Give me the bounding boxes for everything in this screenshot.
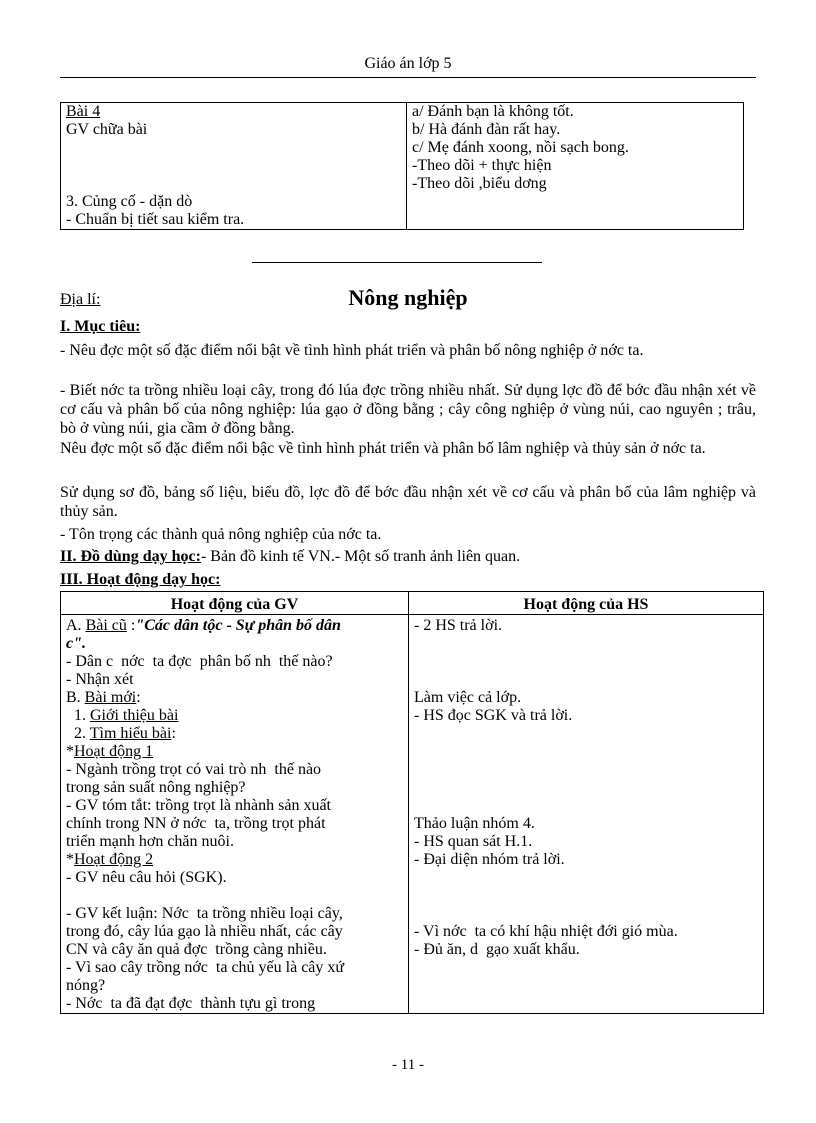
review-left-line (66, 157, 401, 175)
gv-text: Bài cũ (85, 617, 127, 634)
hs-line (414, 797, 758, 815)
gv-text: 2. (66, 725, 90, 742)
subject-label: Địa lí: (60, 291, 101, 308)
gv-text: Bài mới (84, 689, 137, 706)
gv-line (66, 869, 403, 887)
review-left-line (66, 139, 401, 157)
gv-text: - GV kết luận: Nớc ta trồng nhiều loại cây, (66, 905, 343, 922)
review-left-line (66, 175, 401, 193)
gv-text: - Dân c nớc ta đợc phân bố nh thế nào? (66, 653, 333, 670)
objective-1: - Nêu đợc một số đặc điểm nổi bật về tình hình phát triển và phân bố nông nghiệp ở nớc ta. (60, 342, 644, 359)
hs-line (414, 635, 758, 653)
review-right-line: a/ Đánh bạn là không tốt. (412, 103, 574, 120)
hs-line: - Đủ ăn, d gạo xuất khẩu. (414, 941, 580, 958)
gv-line (66, 995, 403, 1013)
objective-3: Nêu đợc một số đặc điểm nổi bậc về tình hình phát triển và phân bố lâm nghiệp và thủy sản ở nớc ta. (60, 440, 706, 457)
hs-line (414, 905, 758, 923)
hs-line: Làm việc cả lớp. (414, 689, 522, 706)
gv-line (66, 743, 403, 761)
hs-line: - Đại diện nhóm trả lời. (414, 851, 565, 868)
review-table-left-cell (61, 103, 407, 230)
hs-line (414, 761, 758, 779)
gv-line (66, 617, 403, 635)
gv-line (66, 653, 403, 671)
gv-text: Hoạt động 2 (74, 851, 154, 868)
materials-text: - Bản đồ kinh tế VN.- Một số tranh ảnh liên quan. (200, 548, 521, 565)
gv-text: CN và cây ăn quả đợc trồng càng nhiều. (66, 941, 327, 958)
gv-text: - GV tóm tắt: trồng trọt là nhành sản xuất (66, 797, 331, 814)
gv-text: - Ngành trồng trọt có vai trò nh thế nào (66, 761, 322, 778)
objective-2: - Biết nớc ta trồng nhiều loại cây, trong đó lúa đợc trồng nhiều nhất. Sử dụng lợc đồ để bớc đầu nhận xét về cơ cấu và phân bố của nông nghiệp: lúa gạo ở đồng bằng ; cây công nghiệp ở vùng núi, cao nguyên ; trâu, bò ở vùng núi, gia cầm ở đồng bằng. (60, 382, 756, 437)
gv-line (66, 779, 403, 797)
gv-line (66, 689, 403, 707)
activities-table (60, 591, 764, 1014)
gv-line (66, 977, 403, 995)
hs-line (414, 671, 758, 689)
hs-line (414, 779, 758, 797)
lesson-title: Nông nghiệp (348, 285, 468, 310)
page-header: Giáo án lớp 5 (364, 55, 452, 72)
activities-heading-text: III. Hoạt động dạy học: (60, 571, 221, 588)
review-left-line: - Chuẩn bị tiết sau kiểm tra. (66, 211, 245, 228)
review-left-line: GV chữa bài (66, 121, 148, 138)
review-table (60, 102, 744, 230)
gv-text: Hoạt động 1 (74, 743, 154, 760)
gv-text: : (171, 725, 176, 742)
activities-heading (60, 571, 220, 589)
gv-line (66, 923, 403, 941)
objectives-heading (60, 318, 140, 336)
gv-line (66, 797, 403, 815)
hs-line (414, 743, 758, 761)
review-right-line: c/ Mẹ đánh xoong, nồi sạch bong. (412, 139, 629, 156)
materials-heading: II. Đồ dùng dạy học: (60, 548, 201, 565)
hs-line (414, 725, 758, 743)
gv-text: 1. (66, 707, 90, 724)
gv-text: A. (66, 617, 86, 634)
objectives-heading-text: I. Mục tiêu: (60, 318, 141, 335)
gv-text: trong đó, cây lúa gạo là nhiều nhất, các cây (66, 923, 343, 940)
hs-line (414, 869, 758, 887)
objective-5: - Tôn trọng các thành quả nông nghiệp của nớc ta. (60, 526, 382, 543)
review-table-right-cell (407, 103, 744, 230)
gv-line (66, 671, 403, 689)
gv-line (66, 761, 403, 779)
page-number: - 11 - (392, 1057, 424, 1073)
gv-text: Giới thiệu bài (90, 707, 179, 724)
gv-text: - Nớc ta đã đạt đợc thành tựu gì trong (66, 995, 316, 1012)
gv-line (66, 851, 403, 869)
gv-text: chính trong NN ở nớc ta, trồng trọt phát (66, 815, 326, 832)
gv-text: * (66, 743, 74, 760)
hs-line: Thảo luận nhóm 4. (414, 815, 535, 832)
gv-text: : (126, 617, 136, 634)
gv-activities-cell (61, 615, 409, 1014)
gv-text: c". (66, 635, 86, 652)
gv-line (66, 707, 403, 725)
review-left-line: 3. Củng cố - dặn dò (66, 193, 193, 210)
gv-line (66, 887, 403, 905)
review-right-line: b/ Hà đánh đàn rất hay. (412, 121, 561, 138)
gv-line (66, 833, 403, 851)
header-rule (60, 77, 756, 78)
review-right-line: -Theo dõi + thực hiện (412, 157, 552, 174)
gv-text: nóng? (66, 977, 106, 994)
gv-text: trong sản suất nông nghiệp? (66, 779, 246, 796)
hs-line (414, 887, 758, 905)
hs-activities-cell (409, 615, 764, 1014)
gv-column-header: Hoạt động của GV (61, 592, 409, 615)
review-right-line: -Theo dõi ,biểu dơng (412, 175, 547, 192)
gv-line (66, 941, 403, 959)
gv-text: * (66, 851, 74, 868)
materials-line (60, 548, 520, 566)
hs-line (414, 653, 758, 671)
gv-line (66, 905, 403, 923)
hs-line: - Vì nớc ta có khí hậu nhiệt đới gió mùa. (414, 923, 678, 940)
hs-line: - 2 HS trả lời. (414, 617, 503, 634)
gv-text: - GV nêu câu hỏi (SGK). (66, 869, 227, 886)
gv-text: - Vì sao cây trồng nớc ta chủ yếu là cây xứ (66, 959, 345, 976)
hs-line: - HS đọc SGK và trả lời. (414, 707, 573, 724)
gv-line (66, 725, 403, 743)
objective-4: Sử dụng sơ đồ, bảng số liệu, biểu đồ, lợc đồ để bớc đầu nhận xét về cơ cấu và phân bố của lâm nghiệp và thủy sản. (60, 484, 756, 520)
gv-text: "Các dân tộc - Sự phân bố dân (135, 617, 341, 634)
review-left-line: Bài 4 (66, 103, 101, 120)
gv-line (66, 815, 403, 833)
section-separator (252, 262, 542, 263)
gv-text: - Nhận xét (66, 671, 134, 688)
gv-line (66, 959, 403, 977)
hs-line: - HS quan sát H.1. (414, 833, 533, 850)
gv-text: B. (66, 689, 85, 706)
hs-column-header: Hoạt động của HS (409, 592, 764, 615)
gv-text: : (136, 689, 141, 706)
gv-text: triển mạnh hơn chăn nuôi. (66, 833, 234, 850)
gv-line (66, 635, 403, 653)
gv-text: Tìm hiểu bài (89, 725, 172, 742)
